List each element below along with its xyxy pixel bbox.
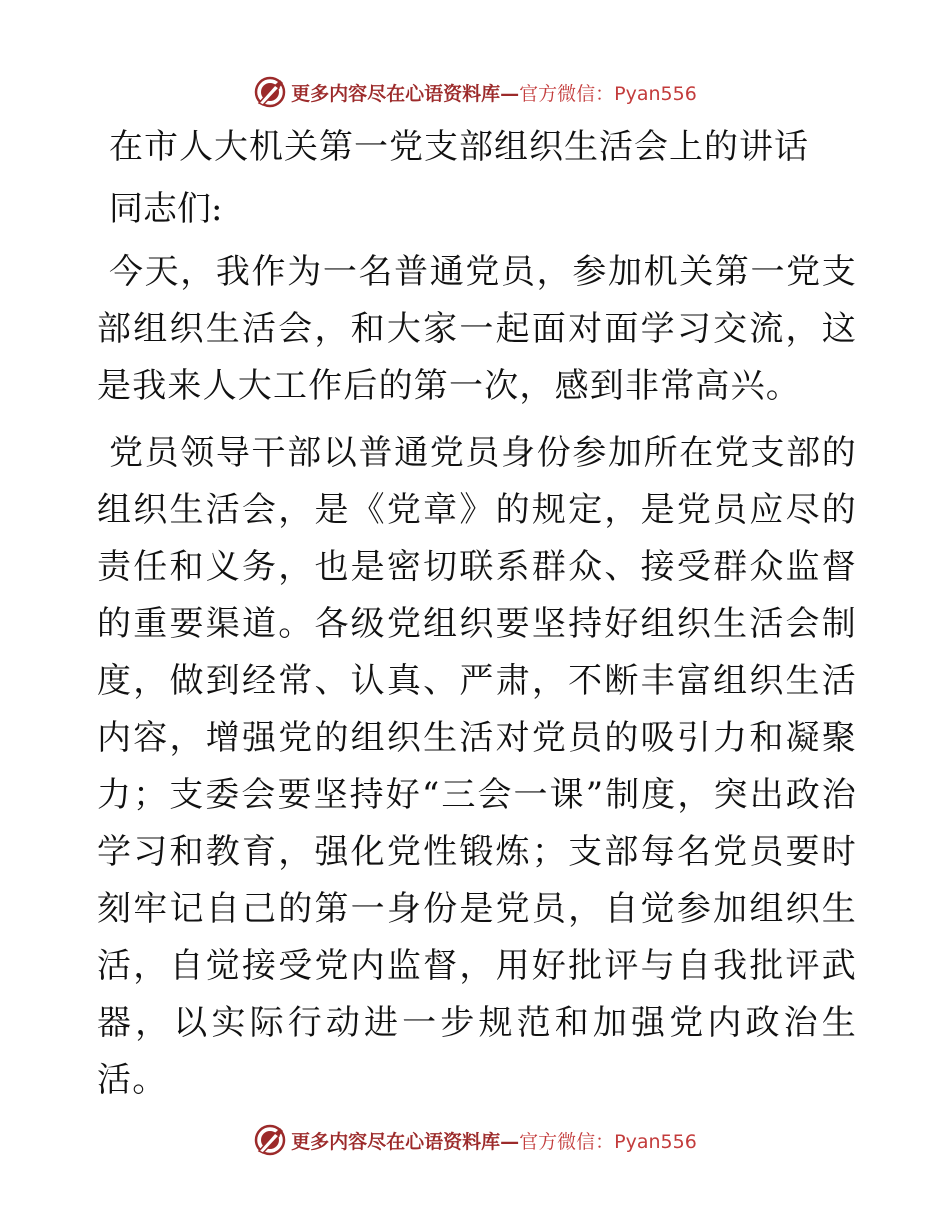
document-body: [97, 118, 857, 1109]
watermark-main-text: 更多内容尽在心语资料库—: [291, 1130, 520, 1153]
pen-logo-icon: [253, 75, 287, 109]
salutation: 同志们:: [109, 189, 223, 229]
paragraph-1: 今天，我作为一名普通党员，参加机关第一党支部组织生活会，和大家一起面对面学习交流，这是我来人大工作后的第一次，感到非常高兴。: [97, 252, 857, 406]
watermark-banner-bottom: [0, 1120, 950, 1160]
watermark-wechat-text: 官方微信：Pyan556: [519, 82, 697, 105]
pen-logo-icon: [253, 1123, 287, 1157]
document-title: 在市人大机关第一党支部组织生活会上的讲话: [109, 127, 809, 167]
paragraph-2: 党员领导干部以普通党员身份参加所在党支部的组织生活会，是《党章》的规定，是党员应尽的责任和义务，也是密切联系群众、接受群众监督的重要渠道。各级党组织要坚持好组织生活会制度，做到经常、认真、严肃，不断丰富组织生活内容，增强党的组织生活对党员的吸引力和凝聚力；支委会要坚持好“三会一课”制度，突出政治学习和教育，强化党性锻炼；支部每名党员要时刻牢记自己的第一身份是党员，自觉参加组织生活，自觉接受党内监督，用好批评与自我批评武器，以实际行动进一步规范和加强党内政治生活。: [97, 433, 857, 1100]
watermark-banner-top: [0, 72, 950, 112]
watermark-wechat-text: 官方微信：Pyan556: [519, 1130, 697, 1153]
watermark-main-text: 更多内容尽在心语资料库—: [291, 82, 520, 105]
